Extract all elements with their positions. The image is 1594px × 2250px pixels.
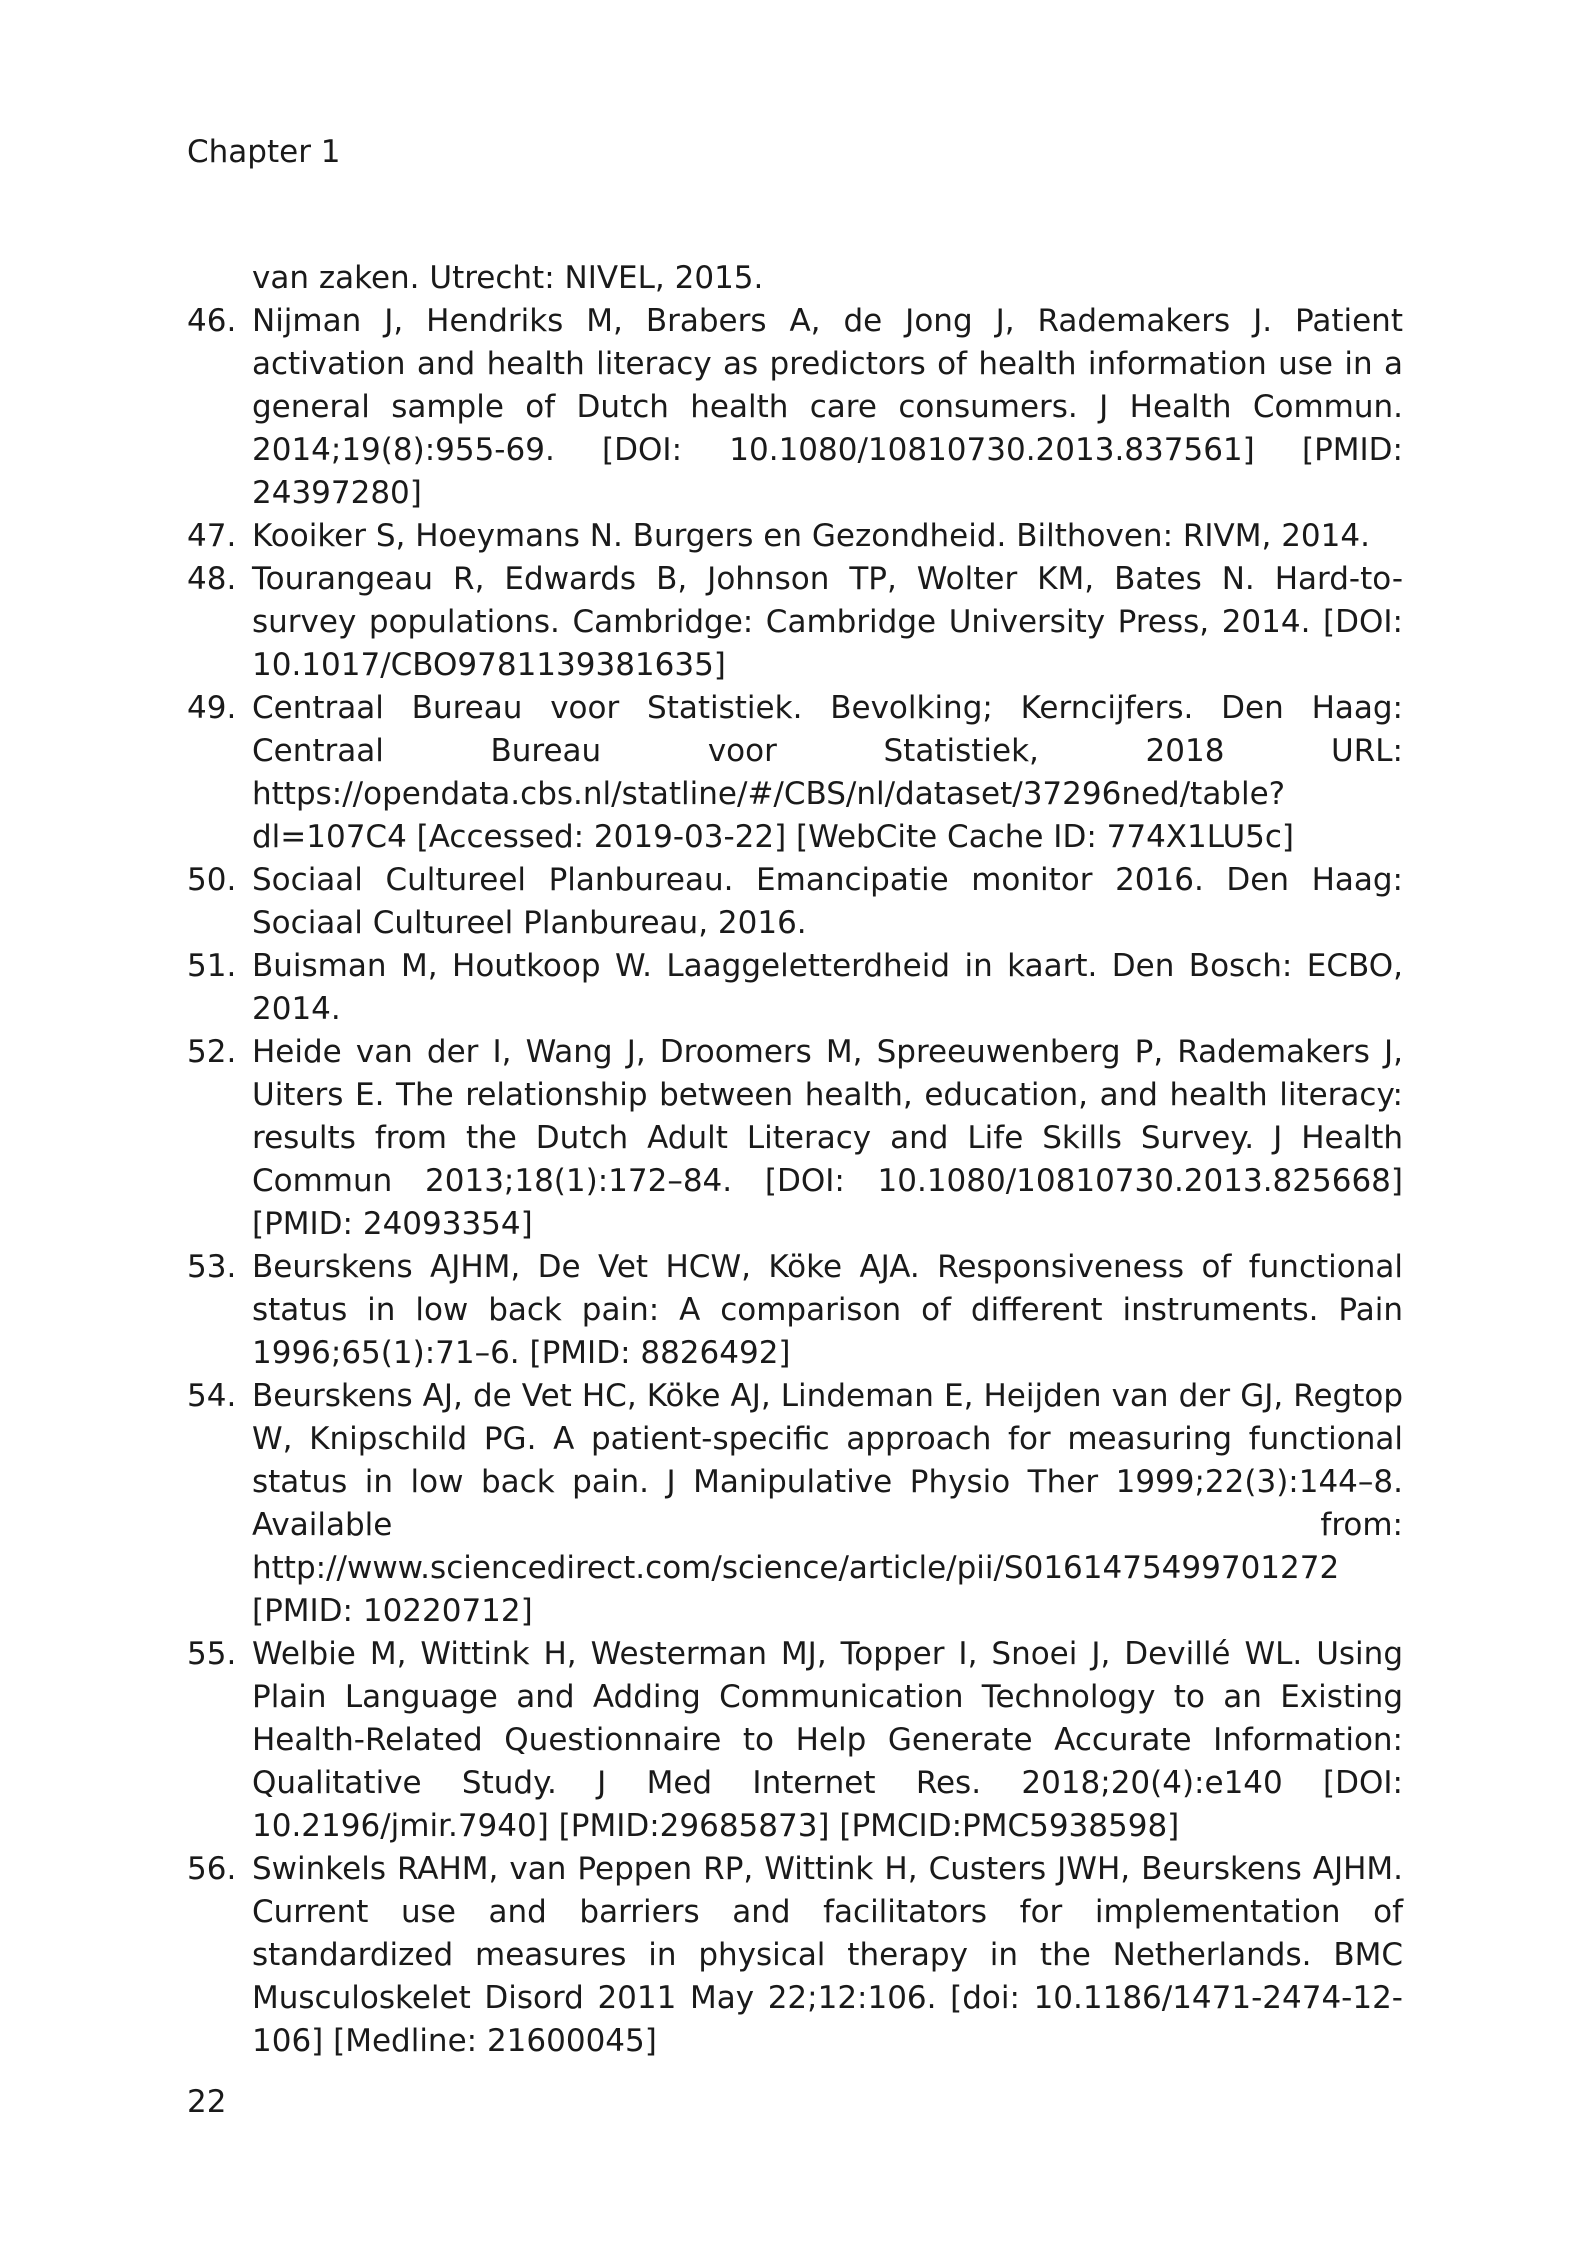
reference-text: Swinkels RAHM, van Peppen RP, Wittink H, Custers JWH, Beurskens AJHM. Current use and barriers and facilitators for implementation of standardized measures in physical therapy in the Netherlands. BMC Musculoskelet Disord 2011 May 22;12:106. [doi: 10.1186/1471-2474-12-106] [Medline: 21600045]: [252, 1851, 1403, 2059]
reference-52: [187, 1031, 1403, 1246]
reference-48: [187, 558, 1403, 687]
reference-56: [187, 1848, 1403, 2063]
reference-number: 51.: [187, 948, 237, 984]
reference-text: Welbie M, Wittink H, Westerman MJ, Topper I, Snoei J, Devillé WL. Using Plain Language and Adding Communication Technology to an Existing Health-Related Questionnaire to Help Generate Accurate Information: Qualitative Study. J Med Internet Res. 2018;20(4):e140 [DOI: 10.2196/jmir.7940] [PMID:29685873] [PMCID:PMC5938598]: [252, 1636, 1403, 1844]
reference-continuation: [187, 257, 1403, 300]
reference-text: Beurskens AJ, de Vet HC, Köke AJ, Lindeman E, Heijden van der GJ, Regtop W, Knipschild PG. A patient-specific approach for measuring functional status in low back pain. J Manipulative Physio Ther 1999;22(3):144–8. Available from: http://www.sciencedirect.com/science/article/pii/S0161475499701272 [PMID: 10220712]: [252, 1378, 1403, 1629]
reference-number: 54.: [187, 1378, 237, 1414]
chapter-header: Chapter 1: [187, 134, 341, 170]
reference-54: [187, 1375, 1403, 1633]
reference-text: Heide van der I, Wang J, Droomers M, Spreeuwenberg P, Rademakers J, Uiters E. The relationship between health, education, and health literacy: results from the Dutch Adult Literacy and Life Skills Survey. J Health Commun 2013;18(1):172–84. [DOI: 10.1080/10810730.2013.825668] [PMID: 24093354]: [252, 1034, 1403, 1242]
reference-number: 49.: [187, 690, 237, 726]
reference-50: [187, 859, 1403, 945]
reference-text: Kooiker S, Hoeymans N. Burgers en Gezondheid. Bilthoven: RIVM, 2014.: [252, 518, 1370, 554]
reference-number: 55.: [187, 1636, 237, 1672]
reference-49: [187, 687, 1403, 859]
reference-continuation-text: van zaken. Utrecht: NIVEL, 2015.: [252, 260, 764, 296]
reference-47: [187, 515, 1403, 558]
reference-number: 46.: [187, 303, 237, 339]
reference-number: 53.: [187, 1249, 237, 1285]
reference-51: [187, 945, 1403, 1031]
reference-number: 52.: [187, 1034, 237, 1070]
reference-list: [187, 257, 1403, 2063]
reference-text: Sociaal Cultureel Planbureau. Emancipatie monitor 2016. Den Haag: Sociaal Cultureel Planbureau, 2016.: [252, 862, 1403, 941]
reference-55: [187, 1633, 1403, 1848]
reference-number: 50.: [187, 862, 237, 898]
reference-text: Centraal Bureau voor Statistiek. Bevolking; Kerncijfers. Den Haag: Centraal Bureau voor Statistiek, 2018 URL: https://opendata.cbs.nl/statline/#/CBS/nl/dataset/37296ned/table?dl=107C4 [Accessed: 2019-03-22] [WebCite Cache ID: 774X1LU5c]: [252, 690, 1403, 855]
reference-text: Nijman J, Hendriks M, Brabers A, de Jong J, Rademakers J. Patient activation and health literacy as predictors of health information use in a general sample of Dutch health care consumers. J Health Commun. 2014;19(8):955-69. [DOI: 10.1080/10810730.2013.837561] [PMID: 24397280]: [252, 303, 1403, 511]
reference-text: Buisman M, Houtkoop W. Laaggeletterdheid in kaart. Den Bosch: ECBO, 2014.: [252, 948, 1403, 1027]
reference-number: 47.: [187, 518, 237, 554]
reference-text: Beurskens AJHM, De Vet HCW, Köke AJA. Responsiveness of functional status in low back pain: A comparison of different instruments. Pain 1996;65(1):71–6. [PMID: 8826492]: [252, 1249, 1403, 1371]
reference-53: [187, 1246, 1403, 1375]
reference-number: 56.: [187, 1851, 237, 1887]
reference-text: Tourangeau R, Edwards B, Johnson TP, Wolter KM, Bates N. Hard-to-survey populations. Cambridge: Cambridge University Press, 2014. [DOI: 10.1017/CBO9781139381635]: [252, 561, 1403, 683]
reference-number: 48.: [187, 561, 237, 597]
reference-46: [187, 300, 1403, 515]
page-number: 22: [187, 2084, 227, 2120]
